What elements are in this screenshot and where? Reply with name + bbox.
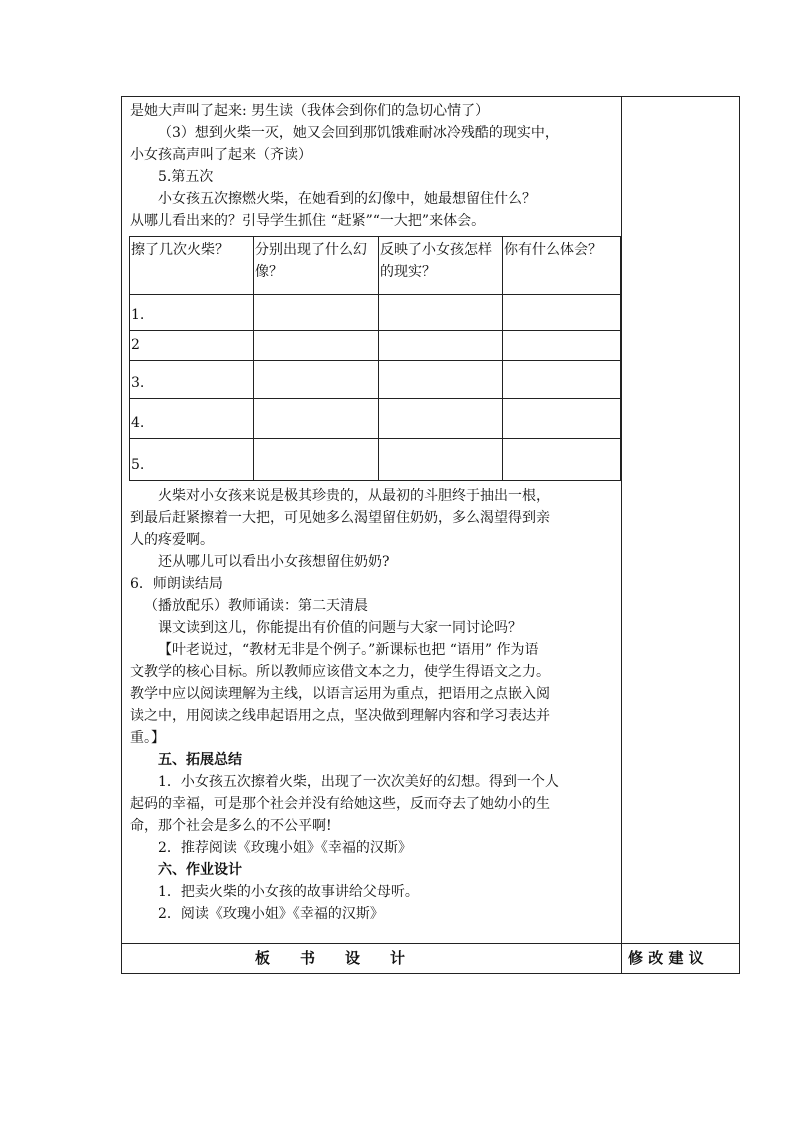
table-cell (503, 331, 621, 361)
table-cell (254, 361, 379, 399)
text-line: （3）想到火柴一灭，她又会回到那饥饿难耐冰冷残酷的现实中， (158, 125, 559, 141)
text-line: 从哪儿看出来的？引导学生抓住 “赶紧”“一大把”来体会。 (130, 213, 486, 229)
table-cell (379, 439, 503, 481)
annotation-line: 文教学的核心目标。所以教师应该借文本之力，使学生得语文之力。 (130, 664, 550, 680)
table-cell (254, 295, 379, 331)
table-cell (379, 399, 503, 439)
text-line: 2．阅读《玫瑰小姐》《幸福的汉斯》 (158, 906, 384, 922)
table-cell: 1. (130, 295, 254, 331)
text-line: 火柴对小女孩来说是极其珍贵的，从最初的斗胆终于抽出一根， (158, 488, 550, 504)
section-heading: 5.第五次 (158, 169, 214, 185)
revision-suggestions-label (622, 944, 739, 973)
table-cell: 5. (130, 439, 254, 481)
table-cell: 4. (130, 399, 254, 439)
table-cell (254, 439, 379, 481)
text-line: 小女孩高声叫了起来（齐读） (130, 147, 312, 163)
text-line: 1．把卖火柴的小女孩的故事讲给父母听。 (158, 884, 419, 900)
table-cell (503, 439, 621, 481)
table-header: 你有什么体会？ (503, 237, 621, 295)
table-cell: 2 (130, 331, 254, 361)
annotation-line: 重。】 (130, 730, 165, 746)
text-line: 课文读到这儿，你能提出有价值的问题与大家一同讨论吗？ (158, 620, 522, 636)
text-line: 2．推荐阅读《玫瑰小姐》《幸福的汉斯》 (158, 840, 412, 856)
annotation-line: 【叶老说过，“教材无非是个例子。”新课标也把 “语用” 作为语 (158, 642, 539, 658)
lesson-text-top (130, 100, 620, 232)
text-line: 还从哪儿可以看出小女孩想留住奶奶? (158, 554, 390, 570)
table-header: 擦了几次火柴？ (130, 237, 254, 295)
table-header-row (130, 237, 621, 295)
table-row (130, 331, 621, 361)
table-cell (503, 399, 621, 439)
annotation-line: 读之中，用阅读之线串起语用之点，坚决做到理解内容和学习表达并 (130, 708, 550, 724)
section-heading: 6．师朗读结局 (130, 576, 223, 592)
table-cell (503, 295, 621, 331)
match-worksheet-table (129, 236, 621, 481)
table-row (130, 399, 621, 439)
table-header: 分别出现了什么幻像？ (254, 237, 379, 295)
column-divider (621, 97, 622, 973)
text-line: 1．小女孩五次擦着火柴，出现了一次次美好的幻想。得到一个人 (158, 774, 559, 790)
lesson-plan-frame (121, 96, 740, 974)
revision-suggestions-text: 修 改 建 议 (628, 949, 704, 967)
annotation-line: 教学中应以阅读理解为主线，以语言运用为重点，把语用之点嵌入阅 (130, 686, 550, 702)
table-cell (254, 331, 379, 361)
table-cell (379, 295, 503, 331)
table-cell (254, 399, 379, 439)
text-line: 是她大声叫了起来: 男生读（我体会到你们的急切心情了） (130, 103, 490, 119)
text-line: 小女孩五次擦燃火柴，在她看到的幻像中，她最想留住什么？ (158, 191, 536, 207)
board-design-text: 板 书 设 计 (255, 949, 406, 967)
section-heading: 六、作业设计 (158, 862, 242, 878)
text-line: 命，那个社会是多么的不公平啊! (130, 818, 332, 834)
table-cell (379, 361, 503, 399)
text-line: 起码的幸福，可是那个社会并没有给她这些，反而夺去了她幼小的生 (130, 796, 550, 812)
text-line: （播放配乐）教师诵读：第二天清晨 (144, 598, 368, 614)
table-cell (379, 331, 503, 361)
table-cell (503, 361, 621, 399)
lesson-text-bottom (130, 485, 620, 925)
table-header: 反映了小女孩怎样的现实？ (379, 237, 503, 295)
table-row (130, 295, 621, 331)
text-line: 到最后赶紧擦着一大把，可见她多么渴望留住奶奶，多么渴望得到亲 (130, 510, 550, 526)
table-row (130, 439, 621, 481)
table-row (130, 361, 621, 399)
table-cell: 3. (130, 361, 254, 399)
text-line: 人的疼爱啊。 (130, 532, 214, 548)
section-heading: 五、拓展总结 (158, 752, 242, 768)
board-design-label (122, 944, 621, 973)
